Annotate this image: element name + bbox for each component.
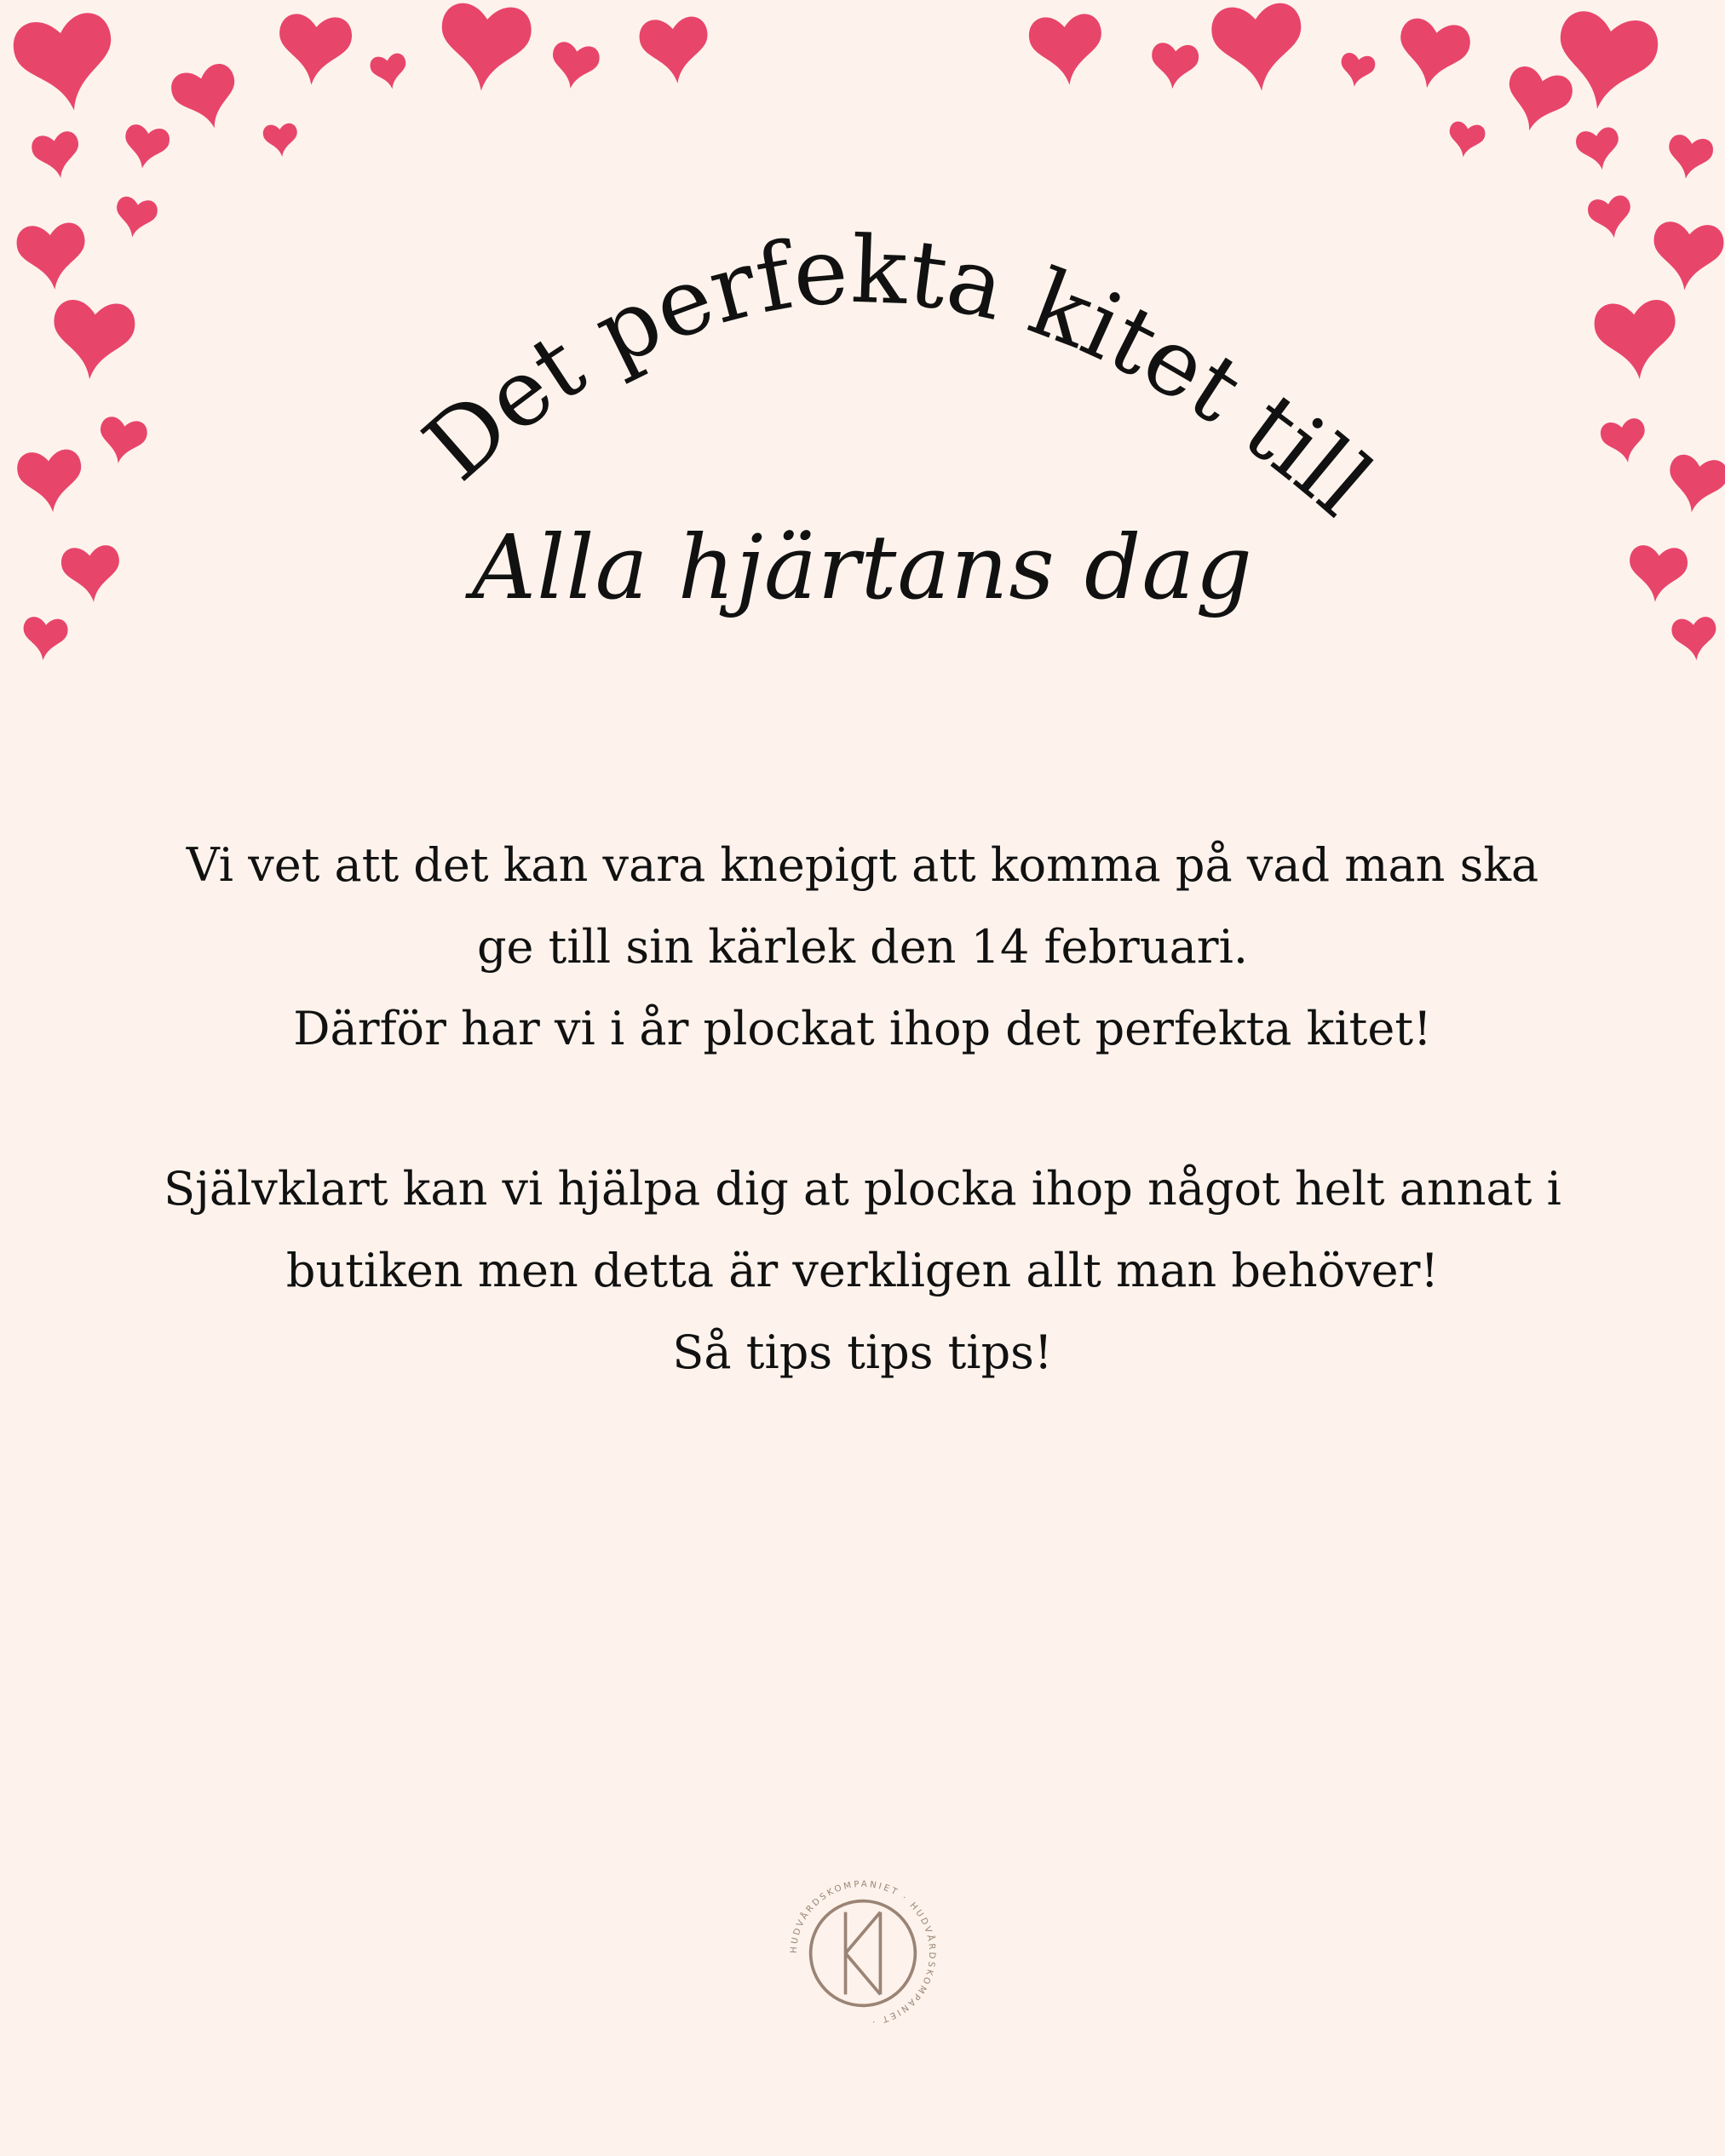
hk-monogram-icon (784, 1874, 942, 2032)
paragraph-line: Vi vet att det kan vara knepigt att komma på vad man ska (186, 838, 1539, 892)
paragraph-line: Därför har vi i år plockat ihop det perfekta kitet! (293, 1002, 1432, 1055)
subtitle: Alla hjärtans dag (472, 515, 1253, 619)
title-arc-text: Det perfekta kitet till (405, 216, 1392, 537)
heart-icon (1670, 616, 1718, 662)
paragraph-line: Självklart kan vi hjälpa dig at plocka ihop något helt annat i (164, 1162, 1561, 1216)
paragraph-line: ge till sin kärlek den 14 februari. (476, 920, 1249, 974)
paragraph-line: butiken men detta är verkligen allt man behöver! (285, 1244, 1440, 1297)
paragraph-2 (0, 1148, 1725, 1394)
heart-icon (21, 616, 69, 662)
svg-text:Det perfekta kitet till (405, 217, 1391, 537)
paragraph-1 (0, 825, 1725, 1070)
logo-ring-text: HUDVÅRDSKOMPANIET · HUDVÅRDSKOMPANIET · (789, 1879, 937, 2027)
paragraph-line: Så tips tips tips! (672, 1325, 1053, 1379)
